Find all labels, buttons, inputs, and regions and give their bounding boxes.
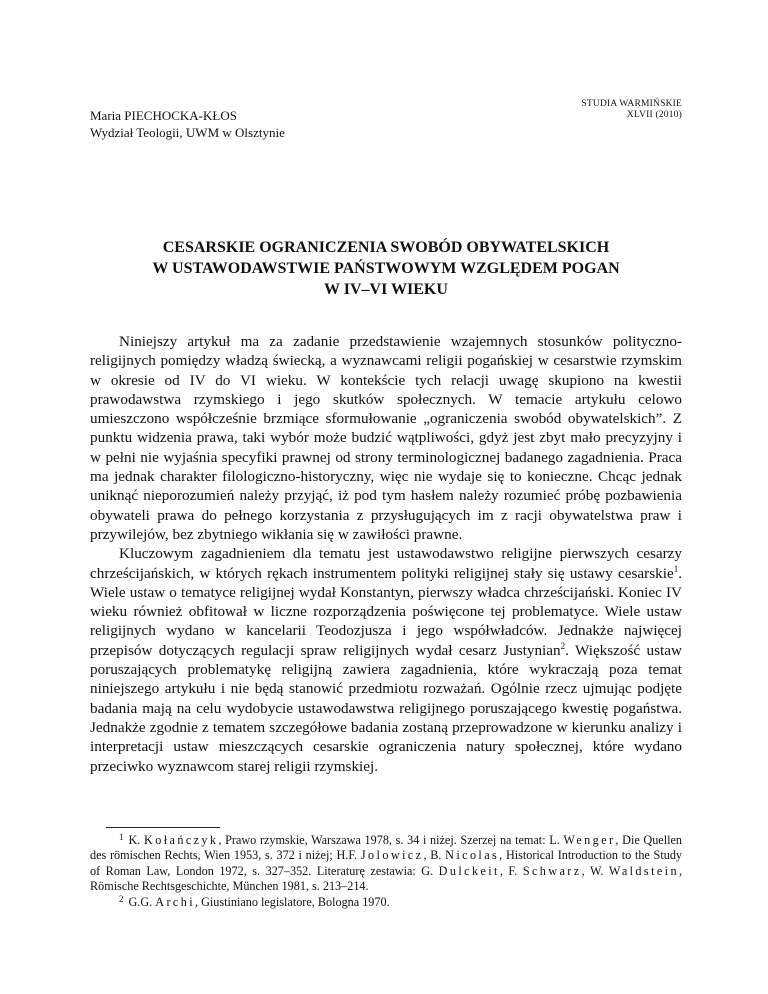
journal-block [581, 99, 682, 121]
footnote-1-author-7: Waldstein [608, 863, 679, 878]
footnote-2-number: 2 [119, 893, 124, 904]
footnote-1-number: 1 [119, 832, 124, 842]
footnote-1-author-5: Dulckeit [438, 863, 500, 878]
footnote-1-text-2: , Die Quellen des römischen Rechts, Wien 1953, s. 372 i niżej; H.F. [90, 833, 682, 863]
title-line-1: CESARSKIE OGRANICZENIA SWOBÓD OBYWATELSKICH [162, 239, 610, 256]
footnote-1-prefix: K. [128, 833, 145, 847]
footnote-1 [90, 833, 682, 895]
title-line-3: W IV–VI WIEKU [324, 281, 448, 298]
paragraph-2-text-b: . Wiele ustaw o tematyce religijnej wydał Konstantyn, pierwszy władca chrześcijański. Koniec IV wieku również obfitował w liczne rozporządzenia poświęcone tej problematyce. Wiele ustaw religijnych wydano w kancelarii Teodozjusza i jego współwładców. Jednakże najwięcej przepisów dotyczących regulacji spraw religijnych wydał cesarz Justynian [90, 564, 682, 659]
paragraph-2 [90, 544, 682, 776]
author-block [90, 107, 285, 141]
author-affiliation: Wydział Teologii, UWM w Olsztynie [90, 125, 285, 140]
footnote-2 [90, 895, 682, 910]
footnote-1-author-6: Schwarz [522, 863, 582, 878]
footnote-1-author-1: Kołańczyk [144, 833, 219, 847]
title-line-2: W USTAWODAWSTWIE PAŃSTWOWYM WZGLĘDEM POGAN [152, 260, 620, 277]
footnote-1-author-4: Nicolas [445, 848, 500, 863]
journal-name: STUDIA WARMIŃSKIE [581, 99, 682, 109]
article-body [90, 332, 682, 776]
footnote-1-author-2: Wenger [563, 833, 616, 847]
footnote-1-text-5: , F. [499, 863, 523, 878]
footnote-ref-2: 2 [560, 640, 566, 651]
footnote-1-author-3: Jolowicz [360, 848, 424, 863]
footnote-separator [106, 827, 220, 828]
footnote-1-text-1: , Prawo rzymskie, Warszawa 1978, s. 34 i niżej. Szerzej na temat: L. [218, 833, 564, 847]
footnote-1-text-3: , B. [423, 848, 446, 863]
footnote-1-text-6: , W. [581, 863, 609, 878]
footnote-ref-1: 1 [673, 563, 679, 574]
footnote-1-text-7: , Römische Rechtsgeschichte, München 1981, s. 213–214. [90, 863, 682, 894]
footnotes [90, 833, 682, 910]
footnote-2-text: , Giustiniano legislatore, Bologna 1970. [195, 894, 390, 909]
paragraph-2-text-a: Kluczowym zagadnieniem dla tematu jest ustawodawstwo religijne pierwszych cesarzy chrześcijańskich, w których rękach instrumentem polityki religijnej stały się ustawy cesarskie [90, 545, 682, 582]
footnote-2-prefix: G.G. [128, 894, 156, 909]
paragraph-2-text-c: . Większość ustaw poruszających problematykę religijną zawiera zagadnienia, które wykraczają poza temat niniejszego artykułu i nie będą stanowić przedmiotu rozważań. Ogólnie rzecz ujmując podjęte badania mają na celu wydobycie ustawodawstwa religijnego poruszającego kwestię pogaństwa. Jednakże zgodnie z tematem szczegółowe badania zostaną przeprowadzone w kierunku analizy i interpretacji ustaw mieszczących cesarskie ograniczenia natury społecznej, które wydano przeciwko wyznawcom starej religii rzymskiej. [90, 641, 682, 775]
footnote-1-text-4: , Historical Introduction to the Study of Roman Law, London 1972, s. 327–352. Literaturę zestawia: G. [90, 848, 683, 878]
journal-volume: XLVII (2010) [626, 110, 682, 120]
footnote-2-author: Archi [155, 894, 195, 909]
paragraph-1: Niniejszy artykuł ma za zadanie przedstawienie wzajemnych stosunków polityczno-religijnych pomiędzy władzą świecką, a wyznawcami religii pogańskiej w cesarstwie rzymskim w okresie od IV do VI wieku. W kontekście tych relacji uwagę skupiono na kwestii prawodawstwa rzymskiego i jego skutków społecznych. W temacie artykułu celowo umieszczono współcześnie brzmiące sformułowanie „ograniczenia swobód obywatelskich”. Z punktu widzenia prawa, taki wybór może budzić wątpliwości, gdyż jest zbyt mało precyzyjny i w pełni nie wyjaśnia specyfiki prawnej od strony terminologicznej badanego zagadnienia. Praca ma jednak charakter filologiczno-historyczny, więc nie wydaje się to konieczne. Chcąc jednak uniknąć nieporozumień należy przyjąć, iż pod tym hasłem należy rozumieć próbę pozbawienia obywateli prawa do pełnego korzystania z przysługujących im z racji obywatelstwa praw i przywilejów, bez zbytniego wikłania się w zawiłości prawne. [90, 333, 682, 543]
author-name: Maria PIECHOCKA-KŁOS [90, 108, 237, 123]
article-title [90, 237, 682, 300]
